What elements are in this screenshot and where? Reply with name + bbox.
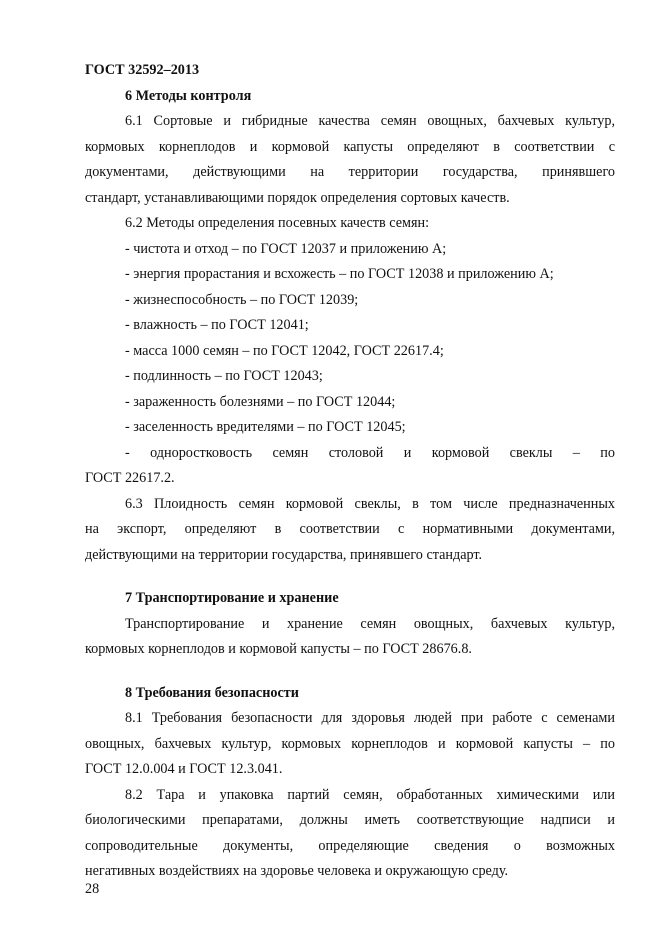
text-line: документами, действующими на территории государства, принявшего <box>85 164 615 180</box>
page-number: 28 <box>85 881 100 897</box>
list-item-continuation: ГОСТ 22617.2. <box>85 470 175 486</box>
text-line: 8.2 Тара и упаковка партий семян, обработанных химическими или <box>125 786 615 803</box>
text-line: негативных воздействиях на здоровье человека и окружающую среду. <box>85 863 509 879</box>
list-item: - чистота и отход – по ГОСТ 12037 и приложению А; <box>125 240 447 257</box>
document-code: ГОСТ 32592–2013 <box>85 62 200 78</box>
list-item: - влажность – по ГОСТ 12041; <box>125 317 309 333</box>
section-7-title: 7 Транспортирование и хранение <box>125 590 339 606</box>
section-8-paragraph-1 <box>85 706 615 783</box>
list-item: - жизнеспособность – по ГОСТ 12039; <box>125 291 359 308</box>
list-item: - энергия прорастания и всхожесть – по ГОСТ 12038 и приложению А; <box>125 266 554 282</box>
list-item: - одноростковость семян столовой и кормовой свеклы – по <box>125 444 615 461</box>
text-line: действующими на территории государства, принявшего стандарт. <box>85 546 483 563</box>
list-item: - заселенность вредителями – по ГОСТ 12045; <box>125 419 406 435</box>
text-line: 6.3 Плоидность семян кормовой свеклы, в том числе предназначенных <box>125 495 615 512</box>
section-8-paragraph-2 <box>85 783 615 885</box>
text-line: овощных, бахчевых культур, кормовых корнеплодов и кормовой капусты – по <box>85 735 615 752</box>
section-6-paragraph-2-intro: 6.2 Методы определения посевных качеств семян: <box>125 215 430 231</box>
text-line: на экспорт, определяют в соответствии с нормативными документами, <box>85 521 615 537</box>
text-line: сопроводительные документы, определяющие сведения о возможных <box>85 837 615 854</box>
section-7-paragraph-1 <box>85 612 615 663</box>
text-line: биологическими препаратами, должны иметь соответствующие надписи и <box>85 812 615 828</box>
section-6-paragraph-1 <box>85 109 615 211</box>
section-6-paragraph-3 <box>85 492 615 569</box>
text-line: 8.1 Требования безопасности для здоровья людей при работе с семенами <box>125 710 615 726</box>
text-line: ГОСТ 12.0.004 и ГОСТ 12.3.041. <box>85 761 283 777</box>
text-line: кормовых корнеплодов и кормовой капусты – по ГОСТ 28676.8. <box>85 641 472 657</box>
text-line: 6.1 Сортовые и гибридные качества семян овощных, бахчевых культур, <box>125 113 615 129</box>
text-line: Транспортирование и хранение семян овощных, бахчевых культур, <box>125 615 615 632</box>
control-methods-list <box>85 237 615 492</box>
list-item: - зараженность болезнями – по ГОСТ 12044; <box>125 393 396 410</box>
section-spacer <box>85 663 615 681</box>
list-item: - подлинность – по ГОСТ 12043; <box>125 368 323 384</box>
section-spacer <box>85 568 615 586</box>
document-page <box>85 58 615 885</box>
text-line: стандарт, устанавливающими порядок определения сортовых качеств. <box>85 189 510 206</box>
list-item: - масса 1000 семян – по ГОСТ 12042, ГОСТ 22617.4; <box>125 342 444 359</box>
section-8-title: 8 Требования безопасности <box>125 684 299 701</box>
section-6-title: 6 Методы контроля <box>125 87 252 104</box>
text-line: кормовых корнеплодов и кормовой капусты определяют в соответствии с <box>85 138 615 155</box>
